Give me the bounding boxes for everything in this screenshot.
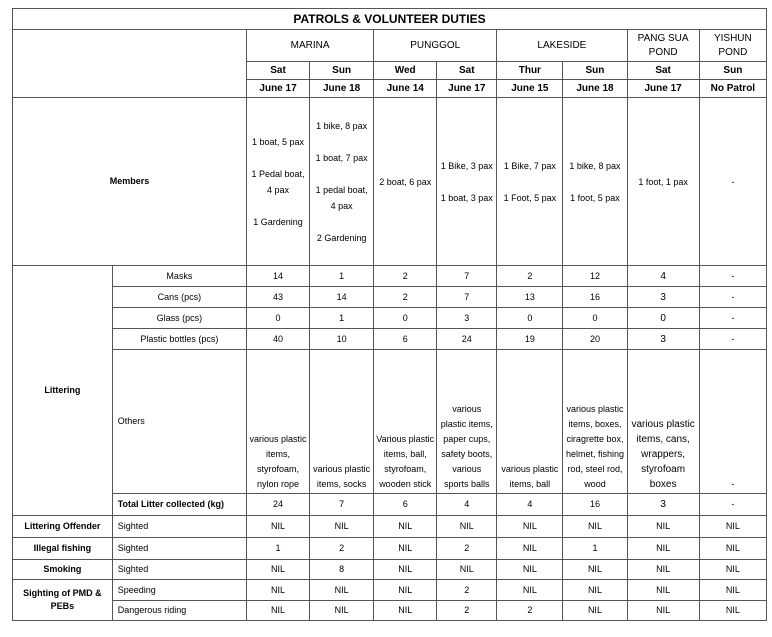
dangerous-riding-cell: NIL bbox=[627, 601, 699, 621]
dangerous-riding-cell: NIL bbox=[247, 601, 310, 621]
location-marina: MARINA bbox=[247, 30, 374, 62]
pmd-label: Sighting of PMD & PEBs bbox=[13, 580, 113, 621]
total-litter-cell: 3 bbox=[627, 494, 699, 516]
sighted-label: Sighted bbox=[112, 560, 246, 580]
masks-label: Masks bbox=[112, 266, 246, 287]
littering-label: Littering bbox=[13, 266, 113, 516]
day-cell: Thur bbox=[497, 62, 563, 80]
date-cell: June 17 bbox=[247, 80, 310, 98]
glass-label: Glass (pcs) bbox=[112, 308, 246, 329]
date-cell: June 14 bbox=[374, 80, 437, 98]
others-cell: various plastic items, styrofoam, nylon rope bbox=[247, 350, 310, 494]
speeding-row bbox=[13, 580, 767, 601]
smoking-cell: 8 bbox=[310, 560, 374, 580]
fishing-cell: NIL bbox=[374, 538, 437, 560]
date-cell: June 18 bbox=[563, 80, 627, 98]
masks-cell: 7 bbox=[437, 266, 497, 287]
dangerous-riding-cell: 2 bbox=[437, 601, 497, 621]
others-cell: various plastic items, cans, wrappers, styrofoam boxes bbox=[627, 350, 699, 494]
speeding-cell: NIL bbox=[699, 580, 766, 601]
patrol-duties-table bbox=[12, 8, 767, 621]
day-cell: Sat bbox=[437, 62, 497, 80]
plastic-bottles-cell: 19 bbox=[497, 329, 563, 350]
day-cell: Sat bbox=[627, 62, 699, 80]
speeding-cell: 2 bbox=[437, 580, 497, 601]
table-title: PATROLS & VOLUNTEER DUTIES bbox=[13, 9, 767, 30]
smoking-cell: NIL bbox=[437, 560, 497, 580]
fishing-cell: 1 bbox=[247, 538, 310, 560]
plastic-bottles-cell: 6 bbox=[374, 329, 437, 350]
masks-cell: 1 bbox=[310, 266, 374, 287]
littering-offender-label: Littering Offender bbox=[13, 516, 113, 538]
offender-cell: NIL bbox=[627, 516, 699, 538]
day-cell: Sun bbox=[563, 62, 627, 80]
offender-cell: NIL bbox=[699, 516, 766, 538]
location-pang-sua-pond: PANG SUA POND bbox=[627, 30, 699, 62]
smoking-label: Smoking bbox=[13, 560, 113, 580]
speeding-cell: NIL bbox=[497, 580, 563, 601]
offender-cell: NIL bbox=[310, 516, 374, 538]
speeding-cell: NIL bbox=[247, 580, 310, 601]
smoking-row bbox=[13, 560, 767, 580]
masks-cell: 4 bbox=[627, 266, 699, 287]
cans-cell: - bbox=[699, 287, 766, 308]
plastic-bottles-cell: 3 bbox=[627, 329, 699, 350]
speeding-label: Speeding bbox=[112, 580, 246, 601]
illegal-fishing-label: Illegal fishing bbox=[13, 538, 113, 560]
total-litter-cell: 16 bbox=[563, 494, 627, 516]
plastic-bottles-cell: 24 bbox=[437, 329, 497, 350]
date-cell: June 15 bbox=[497, 80, 563, 98]
day-cell: Wed bbox=[374, 62, 437, 80]
date-cell: June 17 bbox=[627, 80, 699, 98]
fishing-cell: 2 bbox=[310, 538, 374, 560]
masks-cell: 14 bbox=[247, 266, 310, 287]
cans-cell: 13 bbox=[497, 287, 563, 308]
others-cell: various plastic items, socks bbox=[310, 350, 374, 494]
glass-cell: 0 bbox=[247, 308, 310, 329]
others-cell: various plastic items, boxes, ciragrette box, helmet, fishing rod, steel rod, wood bbox=[563, 350, 627, 494]
offender-cell: NIL bbox=[374, 516, 437, 538]
corner-cell bbox=[13, 30, 247, 98]
day-cell: Sun bbox=[699, 62, 766, 80]
plastic-bottles-cell: 20 bbox=[563, 329, 627, 350]
members-cell: 1 bike, 8 pax 1 boat, 7 pax 1 pedal boat, 4 pax 2 Gardening bbox=[310, 98, 374, 266]
glass-row bbox=[13, 308, 767, 329]
dangerous-riding-cell: NIL bbox=[563, 601, 627, 621]
glass-cell: 3 bbox=[437, 308, 497, 329]
plastic-bottles-cell: 10 bbox=[310, 329, 374, 350]
offender-cell: NIL bbox=[437, 516, 497, 538]
total-litter-cell: 4 bbox=[497, 494, 563, 516]
others-cell: various plastic items, ball bbox=[497, 350, 563, 494]
total-litter-row bbox=[13, 494, 767, 516]
location-lakeside: LAKESIDE bbox=[497, 30, 627, 62]
masks-cell: 12 bbox=[563, 266, 627, 287]
cans-cell: 3 bbox=[627, 287, 699, 308]
total-litter-cell: 24 bbox=[247, 494, 310, 516]
glass-cell: 0 bbox=[627, 308, 699, 329]
others-label: Others bbox=[112, 350, 246, 494]
others-row bbox=[13, 350, 767, 494]
plastic-bottles-label: Plastic bottles (pcs) bbox=[112, 329, 246, 350]
masks-cell: - bbox=[699, 266, 766, 287]
members-cell: 1 bike, 8 pax 1 foot, 5 pax bbox=[563, 98, 627, 266]
others-cell: various plastic items, paper cups, safety boots, various sports balls bbox=[437, 350, 497, 494]
members-row bbox=[13, 98, 767, 266]
title-row bbox=[13, 9, 767, 30]
sighted-label: Sighted bbox=[112, 538, 246, 560]
plastic-bottles-cell: - bbox=[699, 329, 766, 350]
glass-cell: - bbox=[699, 308, 766, 329]
cans-cell: 14 bbox=[310, 287, 374, 308]
speeding-cell: NIL bbox=[563, 580, 627, 601]
fishing-cell: NIL bbox=[627, 538, 699, 560]
members-cell: 1 foot, 1 pax bbox=[627, 98, 699, 266]
masks-row bbox=[13, 266, 767, 287]
day-cell: Sat bbox=[247, 62, 310, 80]
offender-cell: NIL bbox=[563, 516, 627, 538]
total-litter-cell: 4 bbox=[437, 494, 497, 516]
cans-cell: 43 bbox=[247, 287, 310, 308]
members-cell: 1 Bike, 7 pax 1 Foot, 5 pax bbox=[497, 98, 563, 266]
total-litter-cell: - bbox=[699, 494, 766, 516]
plastic-bottles-row bbox=[13, 329, 767, 350]
cans-cell: 7 bbox=[437, 287, 497, 308]
others-cell: Various plastic items, ball, styrofoam, wooden stick bbox=[374, 350, 437, 494]
members-cell: 1 Bike, 3 pax 1 boat, 3 pax bbox=[437, 98, 497, 266]
cans-cell: 2 bbox=[374, 287, 437, 308]
masks-cell: 2 bbox=[374, 266, 437, 287]
glass-cell: 0 bbox=[374, 308, 437, 329]
smoking-cell: NIL bbox=[247, 560, 310, 580]
speeding-cell: NIL bbox=[310, 580, 374, 601]
dangerous-riding-cell: 2 bbox=[497, 601, 563, 621]
dangerous-riding-cell: NIL bbox=[310, 601, 374, 621]
date-cell: June 18 bbox=[310, 80, 374, 98]
total-litter-label: Total Litter collected (kg) bbox=[112, 494, 246, 516]
smoking-cell: NIL bbox=[699, 560, 766, 580]
members-cell: - bbox=[699, 98, 766, 266]
fishing-cell: 2 bbox=[437, 538, 497, 560]
offender-cell: NIL bbox=[247, 516, 310, 538]
date-cell: June 17 bbox=[437, 80, 497, 98]
day-cell: Sun bbox=[310, 62, 374, 80]
littering-offender-row bbox=[13, 516, 767, 538]
location-punggol: PUNGGOL bbox=[374, 30, 497, 62]
smoking-cell: NIL bbox=[563, 560, 627, 580]
cans-cell: 16 bbox=[563, 287, 627, 308]
masks-cell: 2 bbox=[497, 266, 563, 287]
plastic-bottles-cell: 40 bbox=[247, 329, 310, 350]
dangerous-riding-cell: NIL bbox=[699, 601, 766, 621]
dangerous-riding-cell: NIL bbox=[374, 601, 437, 621]
speeding-cell: NIL bbox=[627, 580, 699, 601]
fishing-cell: NIL bbox=[497, 538, 563, 560]
others-cell: - bbox=[699, 350, 766, 494]
speeding-cell: NIL bbox=[374, 580, 437, 601]
smoking-cell: NIL bbox=[497, 560, 563, 580]
location-yishun-pond: YISHUN POND bbox=[699, 30, 766, 62]
cans-row bbox=[13, 287, 767, 308]
glass-cell: 1 bbox=[310, 308, 374, 329]
location-row bbox=[13, 30, 767, 62]
dangerous-riding-row bbox=[13, 601, 767, 621]
cans-label: Cans (pcs) bbox=[112, 287, 246, 308]
total-litter-cell: 7 bbox=[310, 494, 374, 516]
smoking-cell: NIL bbox=[374, 560, 437, 580]
sighted-label: Sighted bbox=[112, 516, 246, 538]
members-cell: 1 boat, 5 pax 1 Pedal boat, 4 pax 1 Gardening bbox=[247, 98, 310, 266]
illegal-fishing-row bbox=[13, 538, 767, 560]
glass-cell: 0 bbox=[563, 308, 627, 329]
members-label: Members bbox=[13, 98, 247, 266]
fishing-cell: 1 bbox=[563, 538, 627, 560]
date-cell: No Patrol bbox=[699, 80, 766, 98]
offender-cell: NIL bbox=[497, 516, 563, 538]
smoking-cell: NIL bbox=[627, 560, 699, 580]
dangerous-riding-label: Dangerous riding bbox=[112, 601, 246, 621]
glass-cell: 0 bbox=[497, 308, 563, 329]
fishing-cell: NIL bbox=[699, 538, 766, 560]
members-cell: 2 boat, 6 pax bbox=[374, 98, 437, 266]
total-litter-cell: 6 bbox=[374, 494, 437, 516]
